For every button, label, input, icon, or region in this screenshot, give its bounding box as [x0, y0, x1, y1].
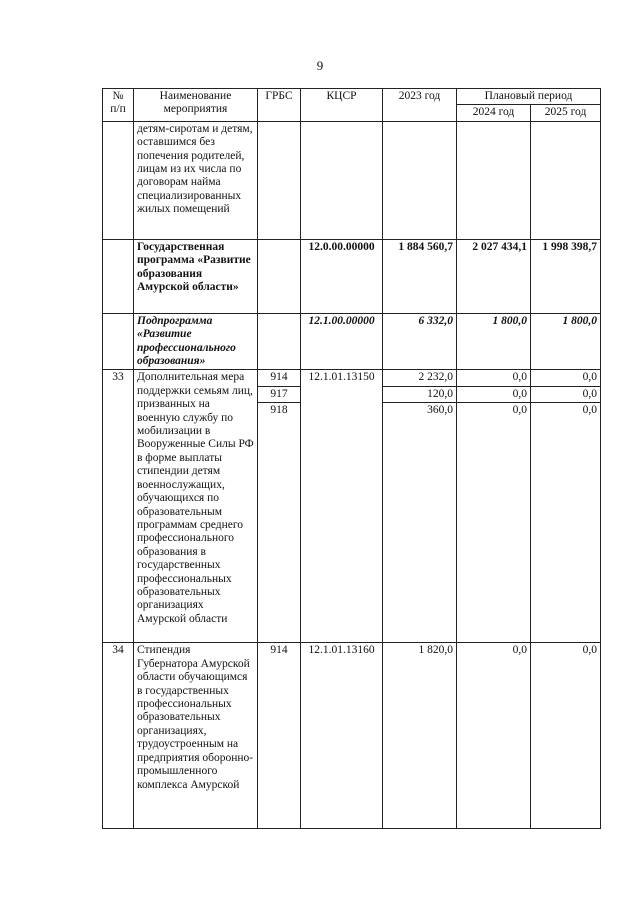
row-2024: 0,0	[457, 643, 531, 829]
table-row-34	[103, 643, 601, 829]
row-name: детям-сиротам и детям, оставшимся без попечения родителей, лицам из их числа по договорам найма специализированных жилых помещений	[134, 121, 258, 239]
row-2025: 0,0	[531, 386, 600, 402]
row-2024-list	[457, 370, 531, 643]
table-row-continuation	[103, 121, 601, 239]
row-2025: 0,0	[531, 643, 601, 829]
row-2023-list	[383, 370, 457, 643]
row-2023: 1 820,0	[383, 643, 457, 829]
row-name: Государственная программа «Развитие образования Амурской области»	[134, 239, 258, 313]
header-kcsr: КЦСР	[301, 89, 383, 122]
row-2023: 1 884 560,7	[383, 239, 457, 313]
row-kcsr: 12.0.00.00000	[301, 239, 383, 313]
header-2025: 2025 год	[531, 105, 601, 121]
page-number: 9	[316, 58, 324, 73]
row-name: Стипендия Губернатора Амурской области обучающимся в государственных профессиональных образовательных организациях, трудоустроенным на предприятия оборонно-промышленного комплекса Амурской	[134, 643, 258, 829]
row-2024: 0,0	[457, 386, 530, 402]
row-2024: 1 800,0	[457, 313, 531, 370]
header-grbs: ГРБС	[258, 89, 301, 122]
row-2025: 1 998 398,7	[531, 239, 601, 313]
row-2024: 0,0	[512, 404, 527, 417]
row-2024: 0,0	[457, 370, 530, 386]
header-plan-period: Плановый период	[457, 89, 601, 105]
header-2023: 2023 год	[383, 89, 457, 122]
header-row-1	[103, 89, 601, 105]
header-num-line2: п/п	[110, 103, 126, 116]
header-name-line1: Наименование	[159, 90, 232, 102]
header-name	[134, 89, 258, 122]
row-kcsr: 12.1.01.13150	[301, 370, 383, 643]
row-2023: 120,0	[383, 386, 456, 402]
row-grbs: 918	[270, 404, 288, 417]
row-name: Подпрограмма «Развитие профессионального образования»	[134, 313, 258, 370]
row-grbs: 914	[258, 643, 301, 829]
row-grbs: 914	[258, 370, 300, 386]
header-2024: 2024 год	[457, 105, 531, 121]
row-2025-list	[531, 370, 601, 643]
row-kcsr: 12.1.01.13160	[301, 643, 383, 829]
table-row-subprogram	[103, 313, 601, 370]
row-2025: 0,0	[531, 370, 600, 386]
row-num: 34	[103, 643, 134, 829]
header-name-line2: мероприятия	[163, 103, 228, 116]
row-grbs-list	[258, 370, 301, 643]
header-num-line1: №	[112, 90, 124, 102]
row-2025: 0,0	[582, 404, 598, 417]
row-grbs: 917	[258, 386, 300, 402]
row-name: Дополнительная мера поддержки семьям лиц, призванных на военную службу по мобилизации в Вооруженные Силы РФ в форме выплаты стипендии детям военнослужащих, обучающихся по образовательным программам среднего профессионального образования в государственных профессиональных образовательных организациях Амурской области	[134, 370, 258, 643]
row-2023: 6 332,0	[383, 313, 457, 370]
row-2025: 1 800,0	[531, 313, 601, 370]
header-num	[103, 89, 134, 122]
table-row-program	[103, 239, 601, 313]
table-row-33	[103, 370, 601, 643]
row-2024: 2 027 434,1	[457, 239, 531, 313]
budget-table	[102, 88, 601, 829]
row-kcsr: 12.1.00.00000	[301, 313, 383, 370]
row-2023: 360,0	[427, 404, 453, 417]
row-2023: 2 232,0	[383, 370, 456, 386]
row-num: 33	[103, 370, 134, 643]
